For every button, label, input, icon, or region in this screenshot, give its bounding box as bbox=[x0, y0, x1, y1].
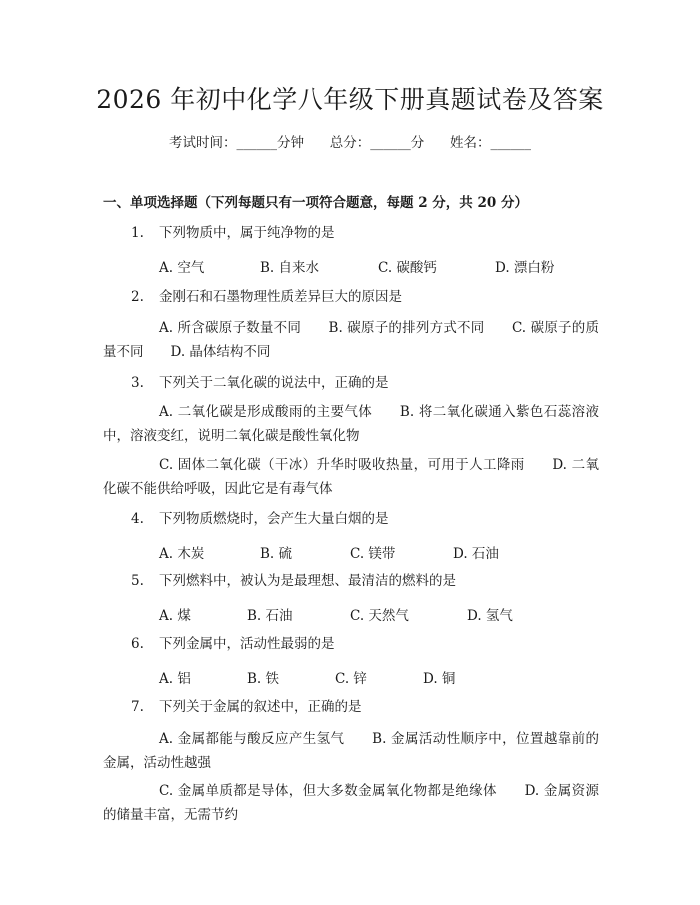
exam-info-line: 考试时间：______分钟 总分：______分 姓名：______ bbox=[169, 135, 531, 151]
question-6-options bbox=[159, 667, 455, 687]
question-text: 下列金属中，活动性最弱的是 bbox=[159, 636, 335, 652]
option-c: C. 碳酸钙 bbox=[378, 260, 437, 276]
question-7-options-cd: C. 金属单质都是导体，但大多数金属氧化物都是绝缘体 D. 金属资源的储量丰富，无需节约 bbox=[103, 783, 599, 823]
page-title: 2026 年初中化学八年级下册真题试卷及答案 bbox=[96, 85, 604, 114]
question-number: 6. bbox=[131, 636, 144, 652]
option-c: C. 镁带 bbox=[350, 546, 396, 562]
question-text: 下列燃料中，被认为是最理想、最清洁的燃料的是 bbox=[159, 573, 456, 589]
option-b: B. 石油 bbox=[247, 608, 293, 624]
option-d: D. 铜 bbox=[423, 671, 456, 687]
question-6-stem bbox=[103, 633, 603, 655]
question-number: 4. bbox=[131, 511, 144, 527]
question-text: 金刚石和石墨物理性质差异巨大的原因是 bbox=[159, 289, 402, 305]
option-d: D. 氢气 bbox=[467, 608, 513, 624]
question-5-options bbox=[159, 604, 513, 624]
question-1-stem bbox=[103, 222, 603, 244]
option-a: A. 煤 bbox=[159, 608, 191, 624]
question-1-options bbox=[159, 256, 554, 276]
option-d: D. 漂白粉 bbox=[495, 260, 555, 276]
section-heading: 一、单项选择题（下列每题只有一项符合题意，每题 2 分，共 20 分） bbox=[103, 195, 528, 211]
question-number: 2. bbox=[131, 289, 144, 305]
question-3-options-ab: A. 二氧化碳是形成酸雨的主要气体 B. 将二氧化碳通入紫色石蕊溶液中，溶液变红，说明二氧化碳是酸性氧化物 bbox=[103, 404, 599, 444]
question-7-options-ab: A. 金属都能与酸反应产生氢气 B. 金属活动性顺序中，位置越靠前的金属，活动性越强 bbox=[103, 731, 599, 771]
question-number: 5. bbox=[131, 573, 144, 589]
question-number: 7. bbox=[131, 699, 144, 715]
question-text: 下列关于金属的叙述中，正确的是 bbox=[159, 699, 362, 715]
question-3-stem bbox=[103, 372, 603, 394]
option-c: C. 天然气 bbox=[350, 608, 409, 624]
option-b: B. 铁 bbox=[247, 671, 280, 687]
option-c: C. 锌 bbox=[335, 671, 367, 687]
question-text: 下列关于二氧化碳的说法中，正确的是 bbox=[159, 375, 389, 391]
question-text: 下列物质燃烧时，会产生大量白烟的是 bbox=[159, 511, 389, 527]
option-a: A. 铝 bbox=[159, 671, 191, 687]
option-b: B. 自来水 bbox=[260, 260, 320, 276]
option-d: D. 石油 bbox=[453, 546, 499, 562]
option-a: A. 空气 bbox=[159, 260, 205, 276]
question-7-stem bbox=[103, 696, 603, 718]
question-2-stem bbox=[103, 286, 603, 308]
question-number: 3. bbox=[131, 375, 144, 391]
question-number: 1. bbox=[131, 225, 144, 241]
question-4-stem bbox=[103, 508, 603, 530]
question-4-options bbox=[159, 542, 499, 562]
question-5-stem bbox=[103, 570, 603, 592]
question-text: 下列物质中，属于纯净物的是 bbox=[159, 225, 335, 241]
option-a: A. 木炭 bbox=[159, 546, 205, 562]
option-b: B. 硫 bbox=[260, 546, 293, 562]
question-2-options: A. 所含碳原子数量不同 B. 碳原子的排列方式不同 C. 碳原子的质量不同 D. 晶体结构不同 bbox=[103, 320, 599, 360]
question-3-options-cd: C. 固体二氧化碳（干冰）升华时吸收热量，可用于人工降雨 D. 二氧化碳不能供给呼吸，因此它是有毒气体 bbox=[103, 457, 599, 497]
